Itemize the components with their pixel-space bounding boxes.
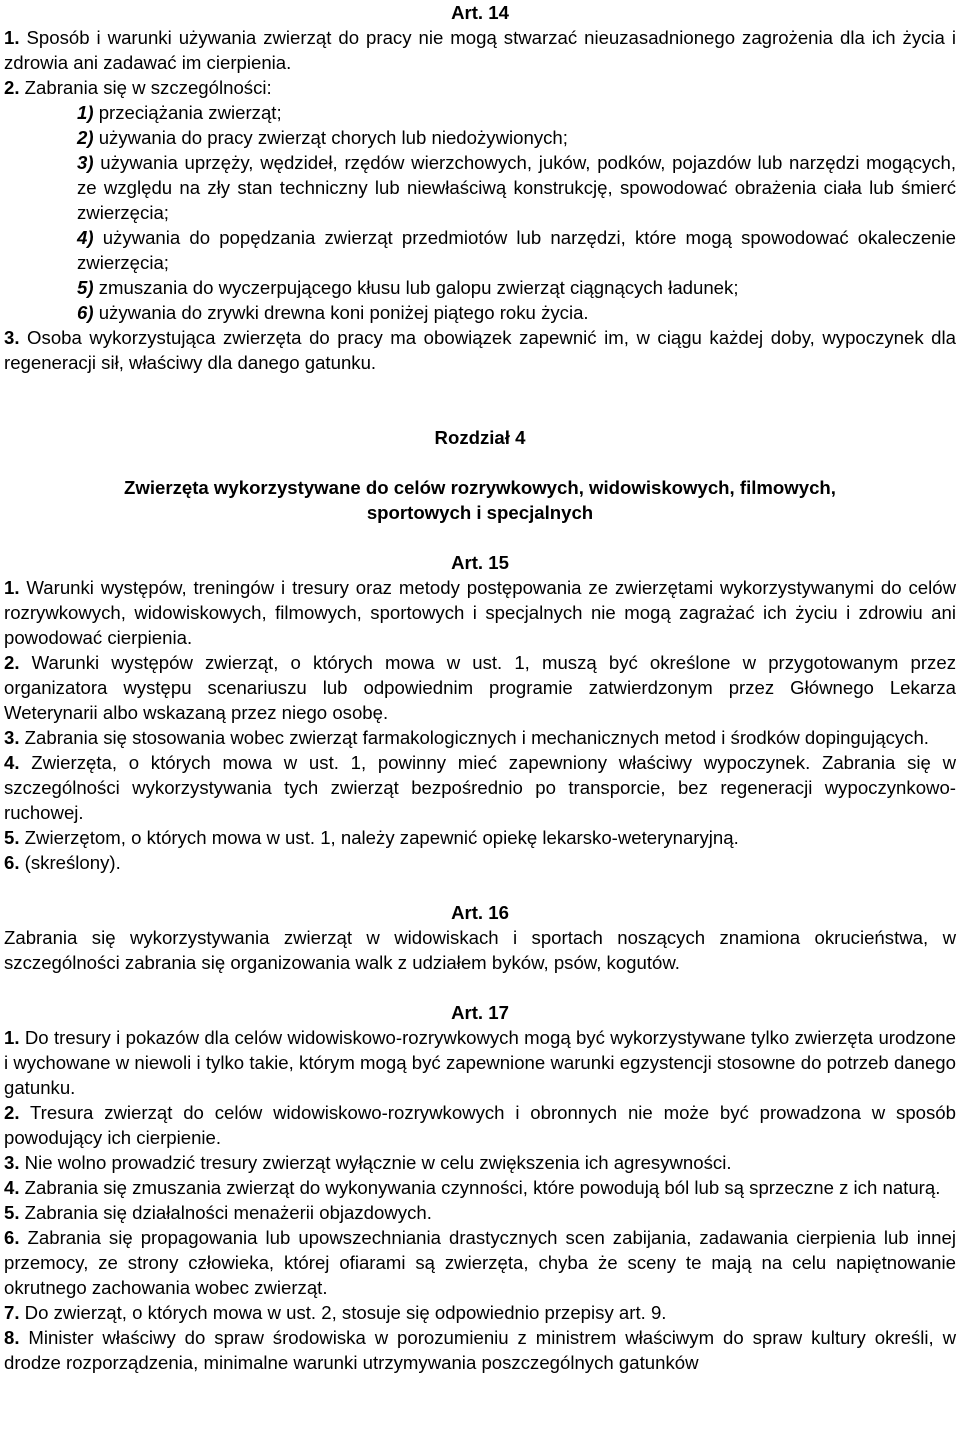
article-14-item-3: 3) używania uprzęży, wędzideł, rzędów wierzchowych, juków, podków, pojazdów lub narzędzi mogących, ze względu na zły stan techniczny lub niewłaściwą konstrukcję, spowodować obrażenia ciała lub śmierć zwierzęcia; [77, 152, 956, 223]
article-14-item-6: 6) używania do zrywki drewna koni poniżej piątego roku życia. [77, 302, 589, 323]
article-15-para-4: 4. Zwierzęta, o których mowa w ust. 1, powinny mieć zapewniony właściwy wypoczynek. Zabrania się w szczególności wykorzystywania tych zwierząt bezpośrednio po transporcie, bez regeneracji wypoczynkowo-ruchowej. [4, 752, 956, 823]
chapter-subtitle-line-2: sportowych i specjalnych [366, 502, 594, 523]
article-15-para-1: 1. Warunki występów, treningów i tresury oraz metody postępowania ze zwierzętami wykorzystywanymi do celów rozrywkowych, widowiskowych, filmowych, sportowych i specjalnych nie mogą zagrażać ich życiu i zdrowiu ani powodować cierpienia. [4, 577, 956, 648]
article-16-text: Zabrania się wykorzystywania zwierząt w widowiskach i sportach noszących znamiona okrucieństwa, w szczególności zabrania się organizowania walk z udziałem byków, psów, kogutów. [4, 927, 956, 973]
article-17-para-1: 1. Do tresury i pokazów dla celów widowiskowo-rozrywkowych mogą być wykorzystywane tylko zwierzęta urodzone i wychowane w niewoli i tylko takie, którym mogą być zapewnione warunki egzystencji stosowne do potrzeb danego gatunku. [4, 1027, 956, 1098]
article-17-para-6: 6. Zabrania się propagowania lub upowszechniania drastycznych scen zabijania, zadawania cierpienia lub innej przemocy, ze strony człowieka, której ofiarami są zwierzęta, chyba że sceny te mają na celu napiętnowanie okrutnego zachowania wobec zwierząt. [4, 1227, 956, 1298]
chapter-subtitle-line-1: Zwierzęta wykorzystywane do celów rozrywkowych, widowiskowych, filmowych, [124, 477, 836, 498]
article-14-item-1: 1) przeciążania zwierząt; [77, 102, 282, 123]
article-17-para-7: 7. Do zwierząt, o których mowa w ust. 2, stosuje się odpowiednio przepisy art. 9. [4, 1302, 667, 1323]
article-17-title: Art. 17 [451, 1002, 509, 1023]
article-15-title: Art. 15 [451, 552, 509, 573]
article-17-para-5: 5. Zabrania się działalności menażerii objazdowych. [4, 1202, 432, 1223]
article-17-para-8: 8. Minister właściwy do spraw środowiska w porozumieniu z ministrem właściwym do spraw kultury określi, w drodze rozporządzenia, minimalne warunki utrzymywania poszczególnych gatunków [4, 1327, 956, 1373]
article-15-para-3: 3. Zabrania się stosowania wobec zwierząt farmakologicznych i mechanicznych metod i środków dopingujących. [4, 727, 929, 748]
article-15-para-6: 6. (skreślony). [4, 852, 121, 873]
article-16-title: Art. 16 [451, 902, 509, 923]
article-17-para-3: 3. Nie wolno prowadzić tresury zwierząt wyłącznie w celu zwiększenia ich agresywności. [4, 1152, 732, 1173]
article-15-para-2: 2. Warunki występów zwierząt, o których mowa w ust. 1, muszą być określone w przygotowanym przez organizatora występu scenariuszu lub odpowiednim programie zatwierdzonym przez Głównego Lekarza Weterynarii albo wskazaną przez niego osobę. [4, 652, 956, 723]
article-14-title: Art. 14 [451, 2, 509, 23]
article-14-para-1: 1. Sposób i warunki używania zwierząt do pracy nie mogą stwarzać nieuzasadnionego zagrożenia dla ich życia i zdrowia ani zadawać im cierpienia. [4, 27, 956, 73]
article-14-para-2: 2. Zabrania się w szczególności: [4, 77, 272, 98]
chapter-title: Rozdział 4 [434, 427, 526, 448]
article-14-para-3: 3. Osoba wykorzystująca zwierzęta do pracy ma obowiązek zapewnić im, w ciągu każdej doby, wypoczynek dla regeneracji sił, właściwy dla danego gatunku. [4, 327, 956, 373]
article-15-para-5: 5. Zwierzętom, o których mowa w ust. 1, należy zapewnić opiekę lekarsko-weterynaryjną. [4, 827, 739, 848]
article-14-item-4: 4) używania do popędzania zwierząt przedmiotów lub narzędzi, które mogą spowodować okaleczenie zwierzęcia; [77, 227, 956, 273]
article-14-item-5: 5) zmuszania do wyczerpującego kłusu lub galopu zwierząt ciągnących ładunek; [77, 277, 739, 298]
article-14-item-2: 2) używania do pracy zwierząt chorych lub niedożywionych; [77, 127, 568, 148]
article-17-para-2: 2. Tresura zwierząt do celów widowiskowo-rozrywkowych i obronnych nie może być prowadzona w sposób powodujący ich cierpienie. [4, 1102, 956, 1148]
article-17-para-4: 4. Zabrania się zmuszania zwierząt do wykonywania czynności, które powodują ból lub są sprzeczne z ich naturą. [4, 1177, 941, 1198]
